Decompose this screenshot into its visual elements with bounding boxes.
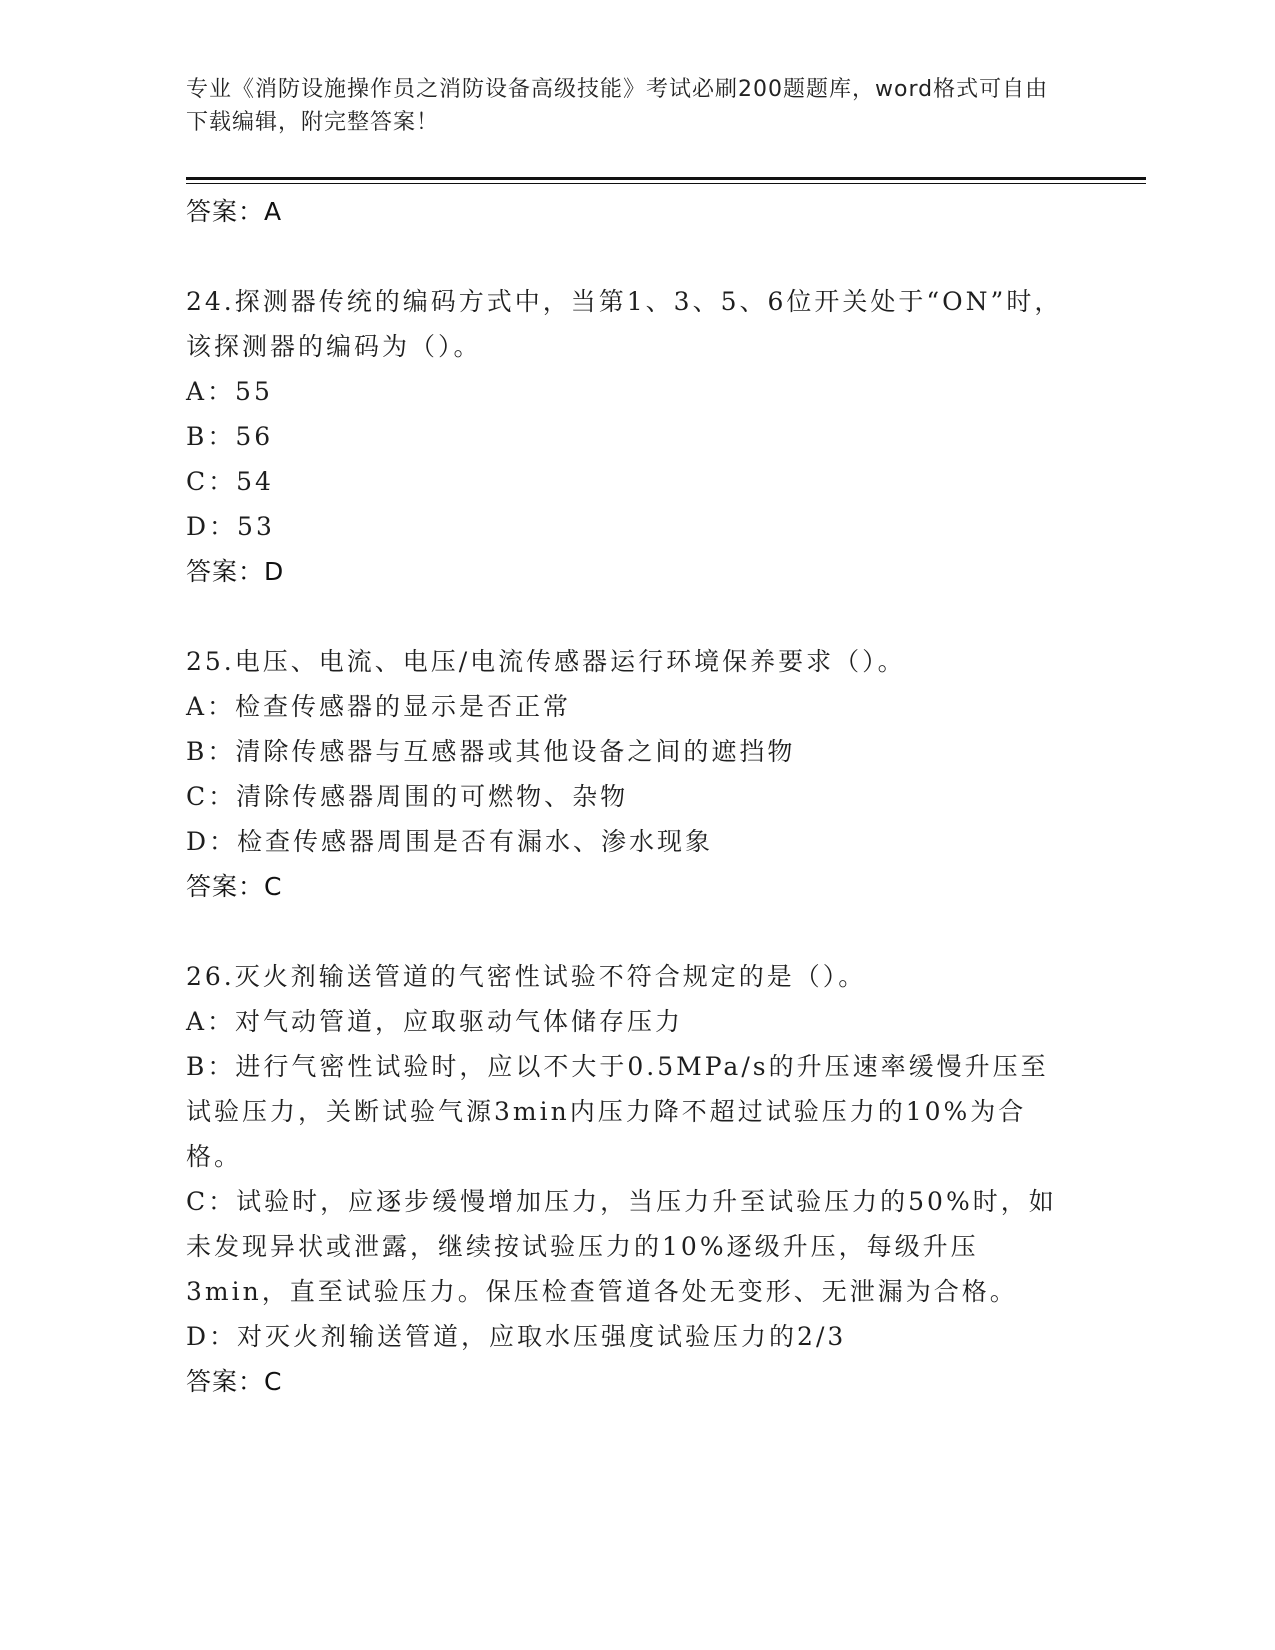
- answer-line: 答案：A: [186, 197, 283, 226]
- spacer: [186, 234, 1066, 279]
- header-divider-thin: [186, 183, 1146, 184]
- question-text: 25.电压、电流、电压/电流传感器运行环境保养要求（）。: [186, 647, 906, 676]
- header-divider-thick: [186, 177, 1146, 180]
- option-d: D：53: [186, 512, 275, 541]
- spacer: [186, 909, 1066, 954]
- question-block: [186, 954, 1066, 1404]
- option-c: C：54: [186, 467, 274, 496]
- option-b: B：进行气密性试验时，应以不大于0.5MPa/s的升压速率缓慢升压至试验压力，关断试验气源3min内压力降不超过试验压力的10%为合格。: [186, 1052, 1049, 1171]
- option-b: B：56: [186, 422, 274, 451]
- option-d: D：检查传感器周围是否有漏水、渗水现象: [186, 827, 714, 856]
- document-header: 专业《消防设施操作员之消防设备高级技能》考试必刷200题题库，word格式可自由下载编辑，附完整答案！: [186, 77, 1049, 135]
- option-a: A：对气动管道，应取驱动气体储存压力: [186, 1007, 684, 1036]
- answer-line: 答案：C: [186, 872, 283, 901]
- option-d: D：对灭火剂输送管道，应取水压强度试验压力的2/3: [186, 1322, 847, 1351]
- option-a: A：55: [186, 377, 273, 406]
- answer-line: 答案：C: [186, 1367, 283, 1396]
- answer-line: 答案：D: [186, 557, 285, 586]
- question-list: [186, 189, 1066, 1404]
- question-block: [186, 279, 1066, 594]
- option-a: A：检查传感器的显示是否正常: [186, 692, 572, 721]
- option-b: B：清除传感器与互感器或其他设备之间的遮挡物: [186, 737, 796, 766]
- question-text: 26.灭火剂输送管道的气密性试验不符合规定的是（）。: [186, 962, 867, 991]
- question-block: [186, 639, 1066, 909]
- spacer: [186, 594, 1066, 639]
- question-text: 24.探测器传统的编码方式中，当第1、3、5、6位开关处于“ON”时，该探测器的编码为（）。: [186, 287, 1063, 361]
- option-c: C：试验时，应逐步缓慢增加压力，当压力升至试验压力的50%时，如未发现异状或泄露，继续按试验压力的10%逐级升压，每级升压3min，直至试验压力。保压检查管道各处无变形、无泄漏为合格。: [186, 1187, 1057, 1306]
- option-c: C：清除传感器周围的可燃物、杂物: [186, 782, 629, 811]
